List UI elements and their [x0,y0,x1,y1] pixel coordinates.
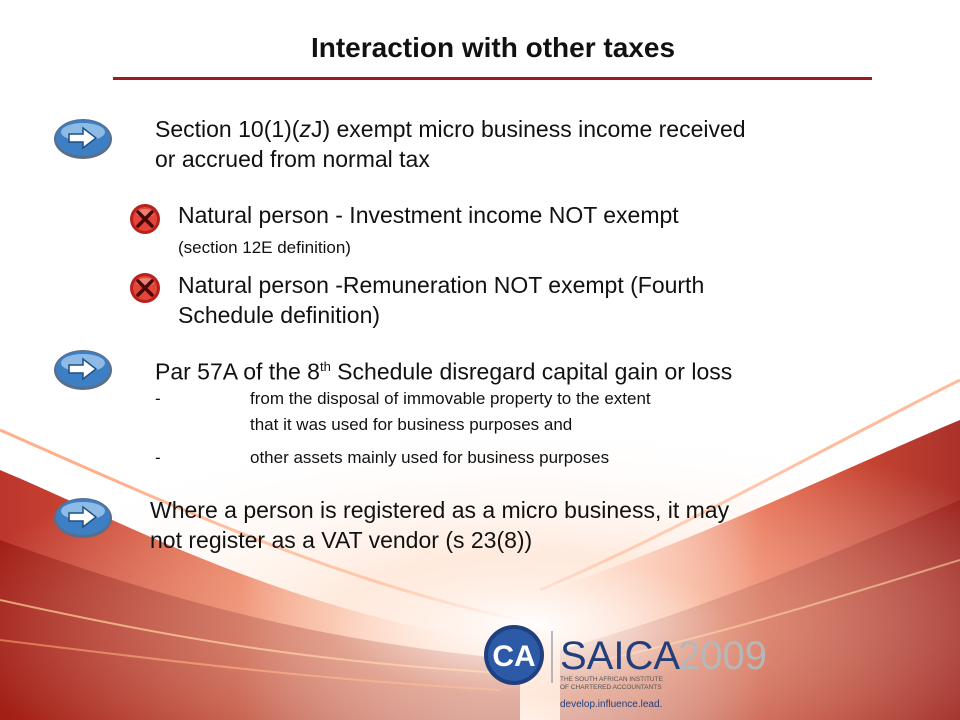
cross-icon [129,272,161,304]
sub-investment-income-line1: Natural person - Investment income NOT exempt [178,202,679,228]
item-vat-registration-line2: not register as a VAT vendor (s 23(8)) [150,527,533,553]
sub-remuneration-line1: Natural person -Remuneration NOT exempt (Fourth [178,272,705,298]
arrow-right-icon [52,496,114,540]
sub-investment-income-line2: (section 12E definition) [178,238,351,257]
bullet-other-assets [250,445,870,471]
item-section-10-line1-end: J) exempt micro business income received [310,116,746,142]
bullet-other-assets-line1: other assets mainly used for business purposes [250,448,610,467]
bullet-dash: - [155,389,161,408]
slide-title: Interaction with other taxes [310,32,676,63]
item-section-10-line1-start: Section 10(1)( [155,116,300,142]
logo-ca-mark: CA [492,640,536,673]
item-section-10-line2: or accrued from normal tax [155,146,430,172]
item-par-57a-heading [155,352,895,387]
sub-remuneration [178,270,878,330]
logo-year: 2009 [678,634,767,678]
arrow-right-icon [52,117,114,161]
arrow-right-icon [52,348,114,392]
logo-org-line1: THE SOUTH AFRICAN INSTITUTE [560,676,663,683]
item-vat-registration [150,495,890,555]
bullet-immovable-property-line2: that it was used for business purposes and [250,415,573,434]
logo-saica-name: SAICA [560,634,681,678]
cross-icon [129,203,161,235]
sub-remuneration-line2: Schedule definition) [178,302,381,328]
bullet-immovable-property [250,386,870,438]
item-section-10-italic: z [299,116,311,142]
item-par-57a-text-start: Par 57A of the 8 [155,358,320,385]
item-par-57a-text-end: Schedule disregard capital gain or loss [330,358,733,385]
sub-investment-income [178,200,878,263]
logo-tagline: develop.influence.lead. [560,699,663,710]
bullet-immovable-property-line1: from the disposal of immovable property to the extent [250,389,651,408]
logo-org-line2: OF CHARTERED ACCOUNTANTS [560,684,662,691]
item-par-57a-superscript: th [319,359,331,374]
item-section-10-text [155,114,875,174]
bullet-dash: - [155,448,161,467]
saica-logo [482,623,782,715]
item-vat-registration-line1: Where a person is registered as a micro business, it may [150,497,730,523]
title-underline [113,77,872,80]
